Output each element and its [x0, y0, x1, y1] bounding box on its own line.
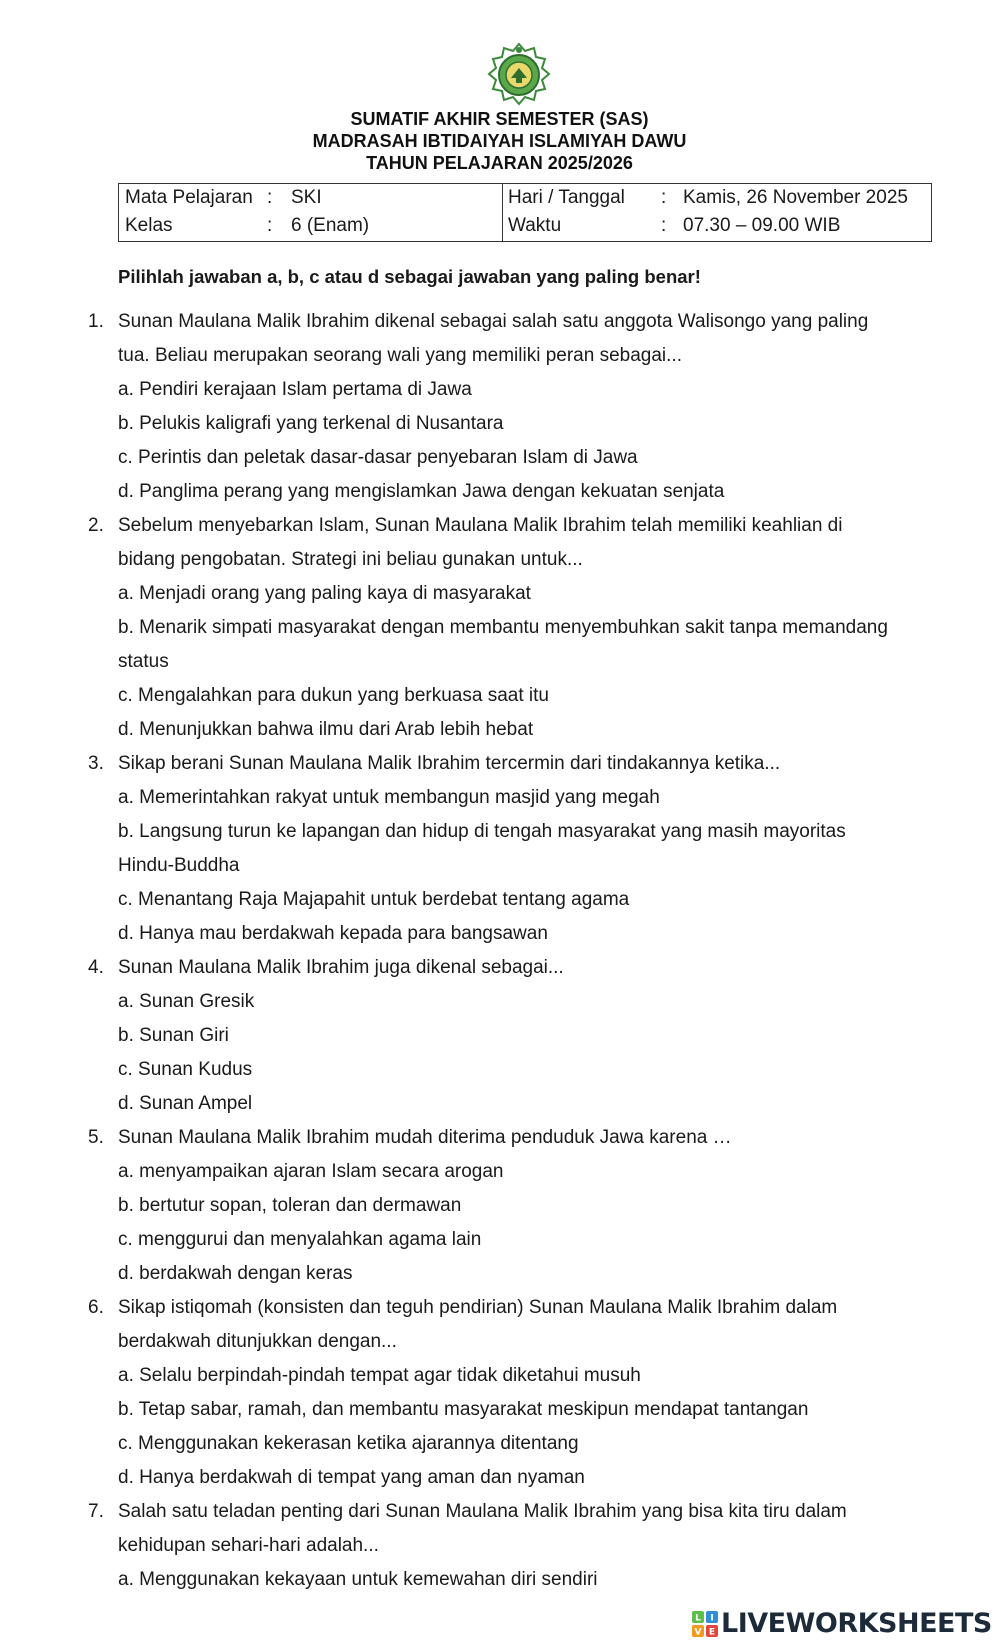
option-text: c. Sunan Kudus	[118, 1059, 253, 1080]
question-5	[0, 1121, 999, 1291]
class-value: 6 (Enam)	[291, 215, 370, 236]
option-text: a. Sunan Gresik	[118, 991, 255, 1012]
question-text: Salah satu teladan penting dari Sunan Maulana Malik Ibrahim yang bisa kita tiru dalam	[118, 1501, 847, 1522]
option-text: d. Hanya mau berdakwah kepada para bangsawan	[118, 923, 548, 944]
option-text: c. Perintis dan peletak dasar-dasar penyebaran Islam di Jawa	[118, 447, 638, 468]
question-line	[0, 1495, 999, 1529]
question-text: Sikap istiqomah (konsisten dan teguh pendirian) Sunan Maulana Malik Ibrahim dalam	[118, 1297, 838, 1318]
question-number: 6.	[88, 1297, 104, 1318]
class-colon: :	[267, 215, 273, 236]
question-2	[0, 509, 999, 747]
time-colon: :	[661, 215, 667, 236]
header-title: SUMATIF AKHIR SEMESTER (SAS)	[350, 109, 649, 129]
answer-option	[0, 611, 999, 645]
option-text: a. Selalu berpindah-pindah tempat agar tidak diketahui musuh	[118, 1365, 641, 1386]
question-number: 4.	[88, 957, 104, 978]
answer-option	[0, 883, 999, 917]
header-school-name: MADRASAH IBTIDAIYAH ISLAMIYAH DAWU	[312, 131, 687, 151]
option-text: a. Pendiri kerajaan Islam pertama di Jawa	[118, 379, 472, 400]
question-line	[0, 747, 999, 781]
question-line	[0, 1325, 999, 1359]
answer-option	[0, 1257, 999, 1291]
exam-info-table	[118, 183, 932, 242]
question-line	[0, 543, 999, 577]
question-text: bidang pengobatan. Strategi ini beliau gunakan untuk...	[118, 549, 583, 570]
time-label: Waktu	[508, 215, 562, 236]
answer-option	[0, 441, 999, 475]
question-1	[0, 305, 999, 509]
school-logo-icon	[487, 42, 551, 106]
option-text: b. Pelukis kaligrafi yang terkenal di Nusantara	[118, 413, 504, 434]
answer-option	[0, 475, 999, 509]
option-text: c. Mengalahkan para dukun yang berkuasa saat itu	[118, 685, 549, 706]
answer-option	[0, 1223, 999, 1257]
option-text: d. Panglima perang yang mengislamkan Jawa dengan kekuatan senjata	[118, 481, 725, 502]
answer-option	[0, 577, 999, 611]
header-academic-year: TAHUN PELAJARAN 2025/2026	[366, 153, 633, 173]
question-7	[0, 1495, 999, 1597]
option-text: b. Sunan Giri	[118, 1025, 229, 1046]
question-line	[0, 951, 999, 985]
question-4	[0, 951, 999, 1121]
answer-option	[0, 679, 999, 713]
date-value: Kamis, 26 November 2025	[683, 187, 908, 208]
wm-letter: E	[708, 1627, 716, 1637]
question-number: 5.	[88, 1127, 104, 1148]
subject-colon: :	[267, 187, 273, 208]
subject-value: SKI	[291, 187, 322, 208]
answer-option	[0, 1189, 999, 1223]
liveworksheets-watermark	[692, 1608, 992, 1640]
answer-option	[0, 645, 999, 679]
date-colon: :	[661, 187, 667, 208]
question-number: 1.	[88, 311, 104, 332]
option-text: c. Menggunakan kekerasan ketika ajarannya ditentang	[118, 1433, 579, 1454]
answer-option	[0, 781, 999, 815]
wm-letter: V	[694, 1627, 702, 1637]
answer-option	[0, 1427, 999, 1461]
question-text: kehidupan sehari-hari adalah...	[118, 1535, 379, 1556]
question-line	[0, 509, 999, 543]
option-text: b. bertutur sopan, toleran dan dermawan	[118, 1195, 462, 1216]
option-text: Hindu-Buddha	[118, 855, 240, 876]
question-number: 3.	[88, 753, 104, 774]
answer-option	[0, 1019, 999, 1053]
option-text: c. menggurui dan menyalahkan agama lain	[118, 1229, 482, 1250]
question-line	[0, 305, 999, 339]
question-list	[0, 305, 999, 1597]
table-divider	[502, 184, 503, 241]
answer-option	[0, 1087, 999, 1121]
answer-option	[0, 713, 999, 747]
option-text: status	[118, 651, 169, 672]
answer-option	[0, 1155, 999, 1189]
answer-option	[0, 1461, 999, 1495]
question-text: Sunan Maulana Malik Ibrahim juga dikenal sebagai...	[118, 957, 564, 978]
question-number: 7.	[88, 1501, 104, 1522]
class-label: Kelas	[125, 215, 173, 236]
answer-option	[0, 917, 999, 951]
date-label: Hari / Tanggal	[508, 187, 625, 208]
answer-option	[0, 815, 999, 849]
answer-option	[0, 1393, 999, 1427]
question-line	[0, 1529, 999, 1563]
question-text: berdakwah ditunjukkan dengan...	[118, 1331, 397, 1352]
question-line	[0, 339, 999, 373]
option-text: a. Menggunakan kekayaan untuk kemewahan diri sendiri	[118, 1569, 598, 1590]
answer-option	[0, 1563, 999, 1597]
answer-option	[0, 849, 999, 883]
liveworksheets-logo-icon	[692, 1611, 718, 1637]
answer-option	[0, 1053, 999, 1087]
time-value: 07.30 – 09.00 WIB	[683, 215, 841, 236]
question-3	[0, 747, 999, 951]
option-text: d. berdakwah dengan keras	[118, 1263, 353, 1284]
option-text: a. Memerintahkan rakyat untuk membangun masjid yang megah	[118, 787, 660, 808]
option-text: d. Menunjukkan bahwa ilmu dari Arab lebih hebat	[118, 719, 534, 740]
wm-letter: L	[695, 1613, 701, 1624]
question-text: Sunan Maulana Malik Ibrahim dikenal sebagai salah satu anggota Walisongo yang paling	[118, 311, 869, 332]
option-text: b. Tetap sabar, ramah, dan membantu masyarakat meskipun mendapat tantangan	[118, 1399, 809, 1420]
subject-label: Mata Pelajaran	[125, 187, 253, 208]
question-number: 2.	[88, 515, 104, 536]
question-6	[0, 1291, 999, 1495]
option-text: c. Menantang Raja Majapahit untuk berdebat tentang agama	[118, 889, 630, 910]
question-line	[0, 1121, 999, 1155]
option-text: b. Langsung turun ke lapangan dan hidup di tengah masyarakat yang masih mayoritas	[118, 821, 846, 842]
wm-letter: I	[710, 1613, 714, 1624]
answer-option	[0, 373, 999, 407]
answer-option	[0, 985, 999, 1019]
question-text: Sunan Maulana Malik Ibrahim mudah diterima penduduk Jawa karena …	[118, 1127, 732, 1148]
option-text: d. Sunan Ampel	[118, 1093, 253, 1114]
question-line	[0, 1291, 999, 1325]
answer-option	[0, 1359, 999, 1393]
option-text: d. Hanya berdakwah di tempat yang aman dan nyaman	[118, 1467, 585, 1488]
option-text: b. Menarik simpati masyarakat dengan membantu menyembuhkan sakit tanpa memandang	[118, 617, 888, 638]
answer-option	[0, 407, 999, 441]
option-text: a. menyampaikan ajaran Islam secara arogan	[118, 1161, 504, 1182]
question-text: Sikap berani Sunan Maulana Malik Ibrahim tercermin dari tindakannya ketika...	[118, 753, 781, 774]
option-text: a. Menjadi orang yang paling kaya di masyarakat	[118, 583, 531, 604]
question-text: tua. Beliau merupakan seorang wali yang memiliki peran sebagai...	[118, 345, 682, 366]
instruction-text: Pilihlah jawaban a, b, c atau d sebagai jawaban yang paling benar!	[118, 266, 701, 287]
watermark-text: LIVEWORKSHEETS	[721, 1608, 992, 1639]
question-text: Sebelum menyebarkan Islam, Sunan Maulana Malik Ibrahim telah memiliki keahlian di	[118, 515, 843, 536]
